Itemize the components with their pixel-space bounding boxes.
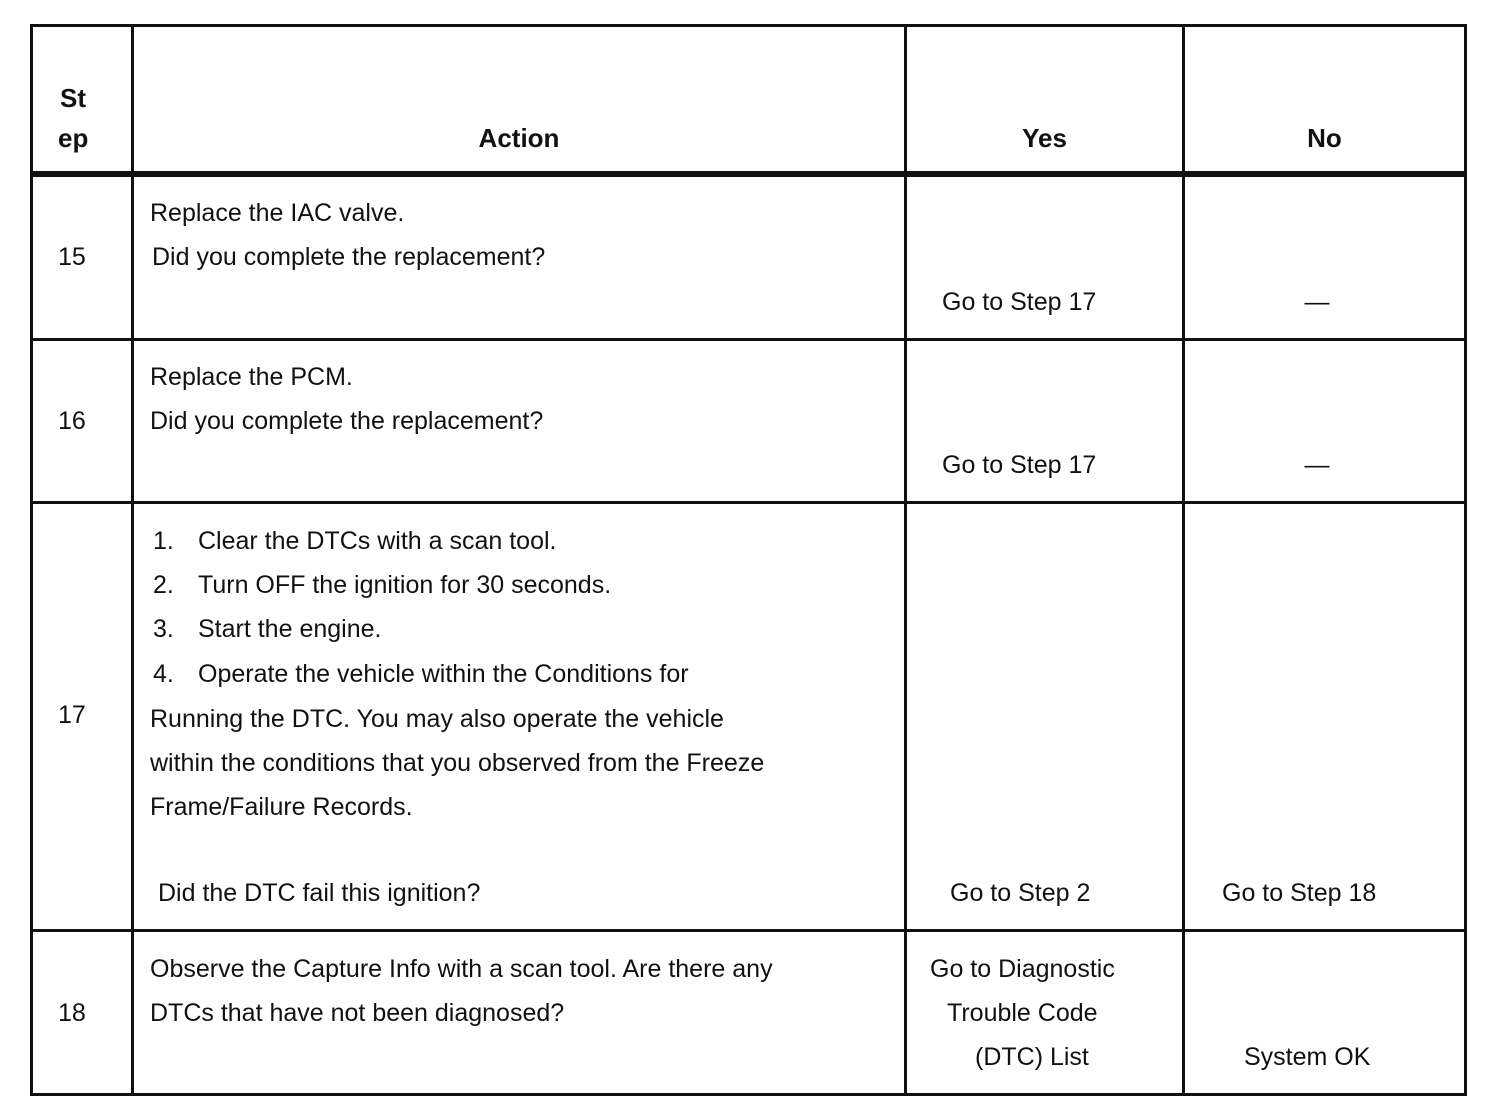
table-border-left bbox=[30, 24, 33, 1096]
action-text: Replace the IAC valve. bbox=[150, 199, 405, 227]
header-step-line2: ep bbox=[58, 123, 89, 153]
action-text: Running the DTC. You may also operate the vehicle bbox=[150, 705, 724, 733]
row-divider bbox=[30, 338, 1467, 341]
action-text: DTCs that have not been diagnosed? bbox=[150, 999, 565, 1027]
list-item-text: Start the engine. bbox=[198, 615, 382, 643]
action-text: Observe the Capture Info with a scan tool. Are there any bbox=[150, 955, 773, 983]
list-item-text: Operate the vehicle within the Conditions for bbox=[198, 660, 689, 688]
list-number: 4. bbox=[153, 660, 174, 688]
list-number: 2. bbox=[153, 571, 174, 599]
step-number: 16 bbox=[58, 407, 86, 435]
no-result: — bbox=[1304, 288, 1330, 316]
header-action: Action bbox=[478, 123, 560, 153]
no-result: — bbox=[1304, 451, 1330, 479]
yes-result: Go to Step 17 bbox=[942, 288, 1097, 316]
action-question: Did the DTC fail this ignition? bbox=[158, 879, 481, 907]
step-number: 18 bbox=[58, 999, 86, 1027]
column-divider bbox=[131, 24, 134, 1096]
action-text: Frame/Failure Records. bbox=[150, 793, 413, 821]
table-border-right bbox=[1464, 24, 1467, 1096]
action-text: Did you complete the replacement? bbox=[150, 407, 544, 435]
table-border-bottom bbox=[30, 1093, 1467, 1096]
no-result: System OK bbox=[1244, 1043, 1371, 1071]
list-number: 1. bbox=[153, 527, 174, 555]
header-yes: Yes bbox=[1022, 123, 1067, 153]
list-item-text: Turn OFF the ignition for 30 seconds. bbox=[198, 571, 612, 599]
yes-result: Go to Step 2 bbox=[950, 879, 1091, 907]
action-text: Did you complete the replacement? bbox=[152, 243, 546, 271]
yes-result-line1: Go to Diagnostic bbox=[930, 955, 1115, 983]
header-step-line1: St bbox=[60, 83, 86, 113]
table-border-top bbox=[30, 24, 1467, 27]
no-result: Go to Step 18 bbox=[1222, 879, 1377, 907]
list-item-text: Clear the DTCs with a scan tool. bbox=[198, 527, 557, 555]
step-number: 15 bbox=[58, 243, 86, 271]
header-no: No bbox=[1307, 123, 1342, 153]
action-text: Replace the PCM. bbox=[150, 363, 353, 391]
list-number: 3. bbox=[153, 615, 174, 643]
yes-result-line2: Trouble Code bbox=[947, 999, 1098, 1027]
column-divider bbox=[1182, 24, 1185, 1096]
row-divider bbox=[30, 929, 1467, 932]
step-number: 17 bbox=[58, 701, 86, 729]
action-text: within the conditions that you observed from the Freeze bbox=[150, 749, 765, 777]
row-divider bbox=[30, 501, 1467, 504]
header-divider bbox=[30, 171, 1467, 177]
yes-result-line3: (DTC) List bbox=[975, 1043, 1089, 1071]
column-divider bbox=[904, 24, 907, 1096]
yes-result: Go to Step 17 bbox=[942, 451, 1097, 479]
